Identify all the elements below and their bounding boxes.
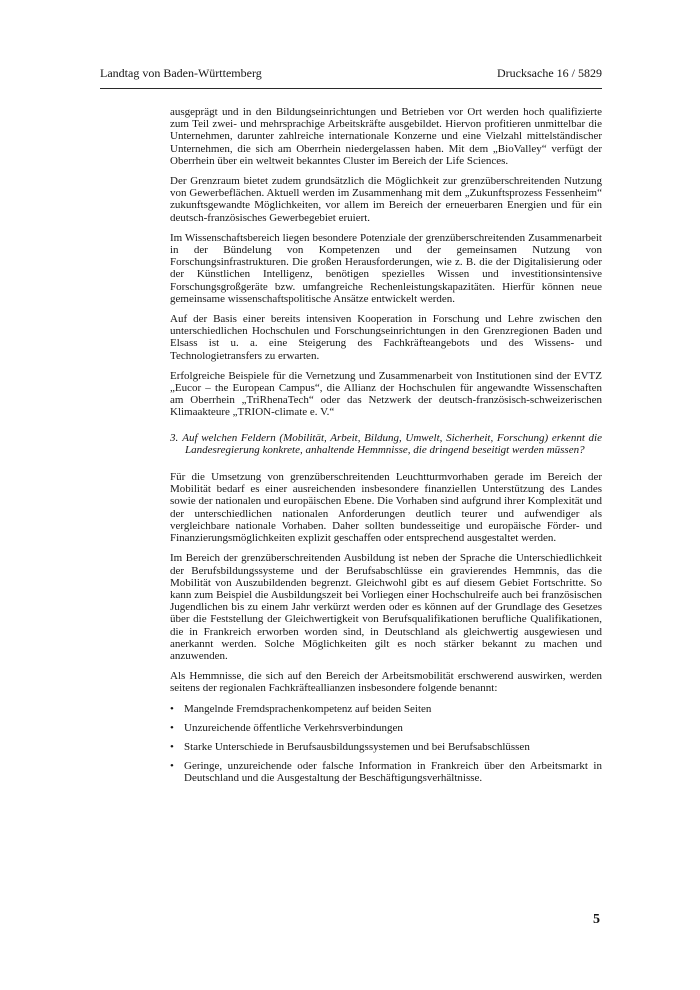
paragraph-1: ausgeprägt und in den Bildungseinrichtungen und Betrieben vor Ort werden hoch qualifizierte zum Teil zwei- und mehrsprachige Arbeitskräfte ausgebildet. Hiervon profitieren unmittelbar die Unternehmen, darunter zahlreiche internationale Konzerne und eine Vielzahl mittelständischer Unternehmen, die sich am Oberrhein niedergelassen haben. Mit dem „BioValley“ verfügt der Oberrhein über ein weltweit bekanntes Cluster im Bereich der Life Sciences. [170, 106, 602, 167]
list-item [170, 760, 602, 784]
paragraph-2: Der Grenzraum bietet zudem grundsätzlich die Möglichkeit zur grenzüberschreitenden Nutzung von Gewerbeflächen. Aktuell werden im Zusammenhang mit dem „Zukunftsprozess Fessenheim“ zukunftsgewandte Möglichkeiten, vor allem im Bereich der erneuerbaren Energien und für ein deutsch-französisches Gewerbegebiet eruiert. [170, 175, 602, 224]
paragraph-4: Auf der Basis einer bereits intensiven Kooperation in Forschung und Lehre zwischen den unterschiedlichen Hochschulen und Forschungseinrichtungen in den Grenzregionen Baden und Elsass ist u. a. eine Steigerung des Fachkräfteangebots und des Wissens- und Technologietransfers zu erwarten. [170, 313, 602, 362]
paragraph-7: Im Bereich der grenzüberschreitenden Ausbildung ist neben der Sprache die Unterschiedlichkeit der Berufsbildungssysteme und der Berufsabschlüsse ein gravierendes Hemmnis, das die Mobilität von Auszubildenden begrenzt. Gleichwohl gibt es auf diesem Gebiet Fortschritte. So kann zum Beispiel die Ausbildungszeit bei Vorliegen einer Hochschulreife auch bei französischen Jugendlichen bis zu einem Jahr verkürzt werden oder es können auf der Grundlage des Gesetzes über die Feststellung der Gleichwertigkeit von Berufsqualifikationen berufliche Qualifikationen, die in Frankreich erworben worden sind, in Deutschland als gleichwertig ausgewiesen und anerkannt werden. Solche Möglichkeiten gilt es noch stärker bekannt zu machen und anzuwenden. [170, 552, 602, 662]
question-number: 3. [170, 431, 179, 444]
bullet-icon: • [170, 702, 174, 715]
bullet-icon: • [170, 740, 174, 753]
bullet-icon: • [170, 760, 174, 773]
page-number: 5 [593, 912, 600, 927]
list-item [170, 703, 602, 715]
paragraph-5: Erfolgreiche Beispiele für die Vernetzung und Zusammenarbeit von Institutionen sind der EVTZ „Eucor – the European Campus“, die Allianz der Hochschulen für angewandte Wissenschaften am Oberrhein „TriRhenaTech“ oder das Netzwerk der deutsch-französisch-schweizerischen Klimaakteure „TRION-climate e. V.“ [170, 369, 602, 419]
page-header [100, 66, 602, 89]
paragraph-8: Als Hemmnisse, die sich auf den Bereich der Arbeitsmobilität erschwerend auswirken, werden seitens der regionalen Fachkräfteallianzen insbesondere folgende benannt: [170, 670, 602, 695]
header-right-document-id: Drucksache 16 / 5829 [497, 66, 602, 80]
paragraph-3: Im Wissenschaftsbereich liegen besondere Potenziale der grenzüberschreitenden Zusammenarbeit in der Bündelung von Kompetenzen und der gemeinsamen Nutzung von Forschungsinfrastrukturen. Die großen Herausforderungen, wie z. B. die der Digitalisierung oder der Künstlichen Intelligenz, benötigen spezielles Wissen und investitionsintensive Forschungsgroßgeräte bzw. umfangreiche Rechenleistungskapazitäten. Hierfür können neue gemeinsame wissenschaftspolitische Ansätze entwickelt werden. [170, 231, 602, 305]
paragraph-6: Für die Umsetzung von grenzüberschreitenden Leuchtturmvorhaben gerade im Bereich der Mobilität bedarf es einer ausreichenden insbesondere finanziellen Unterstützung des Landes sowie der nationalen und europäischen Ebene. Die Vorhaben sind aufgrund ihrer Komplexität und der unterschiedlichen nationalen Anforderungen deutlich teurer und aufwendiger als vergleichbare nationale Vorhaben. Daher sollten bundesseitige und europäische Förder- und Finanzierungsmöglichkeiten explizit geschaffen oder entsprechend ausgestaltet werden. [170, 471, 602, 545]
list-item [170, 741, 602, 753]
question-item-3 [170, 432, 602, 456]
list-item-text: Unzureichende öffentliche Verkehrsverbindungen [184, 721, 403, 734]
question-text: Auf welchen Feldern (Mobilität, Arbeit, Bildung, Umwelt, Sicherheit, Forschung) erkennt die Landesregierung konkrete, anhaltende Hemmnisse, die dringend beseitigt werden müssen? [182, 431, 602, 456]
list-item-text: Starke Unterschiede in Berufsausbildungssystemen und bei Berufsabschlüssen [184, 740, 530, 753]
list-item-text: Geringe, unzureichende oder falsche Information in Frankreich über den Arbeitsmarkt in Deutschland und die Ausgestaltung der Beschäftigungsverhältnisse. [184, 760, 602, 785]
bullet-icon: • [170, 721, 174, 734]
document-body [170, 106, 602, 792]
list-item-text: Mangelnde Fremdsprachenkompetenz auf beiden Seiten [184, 702, 432, 715]
header-left-title: Landtag von Baden-Württemberg [100, 66, 262, 80]
list-item [170, 722, 602, 734]
